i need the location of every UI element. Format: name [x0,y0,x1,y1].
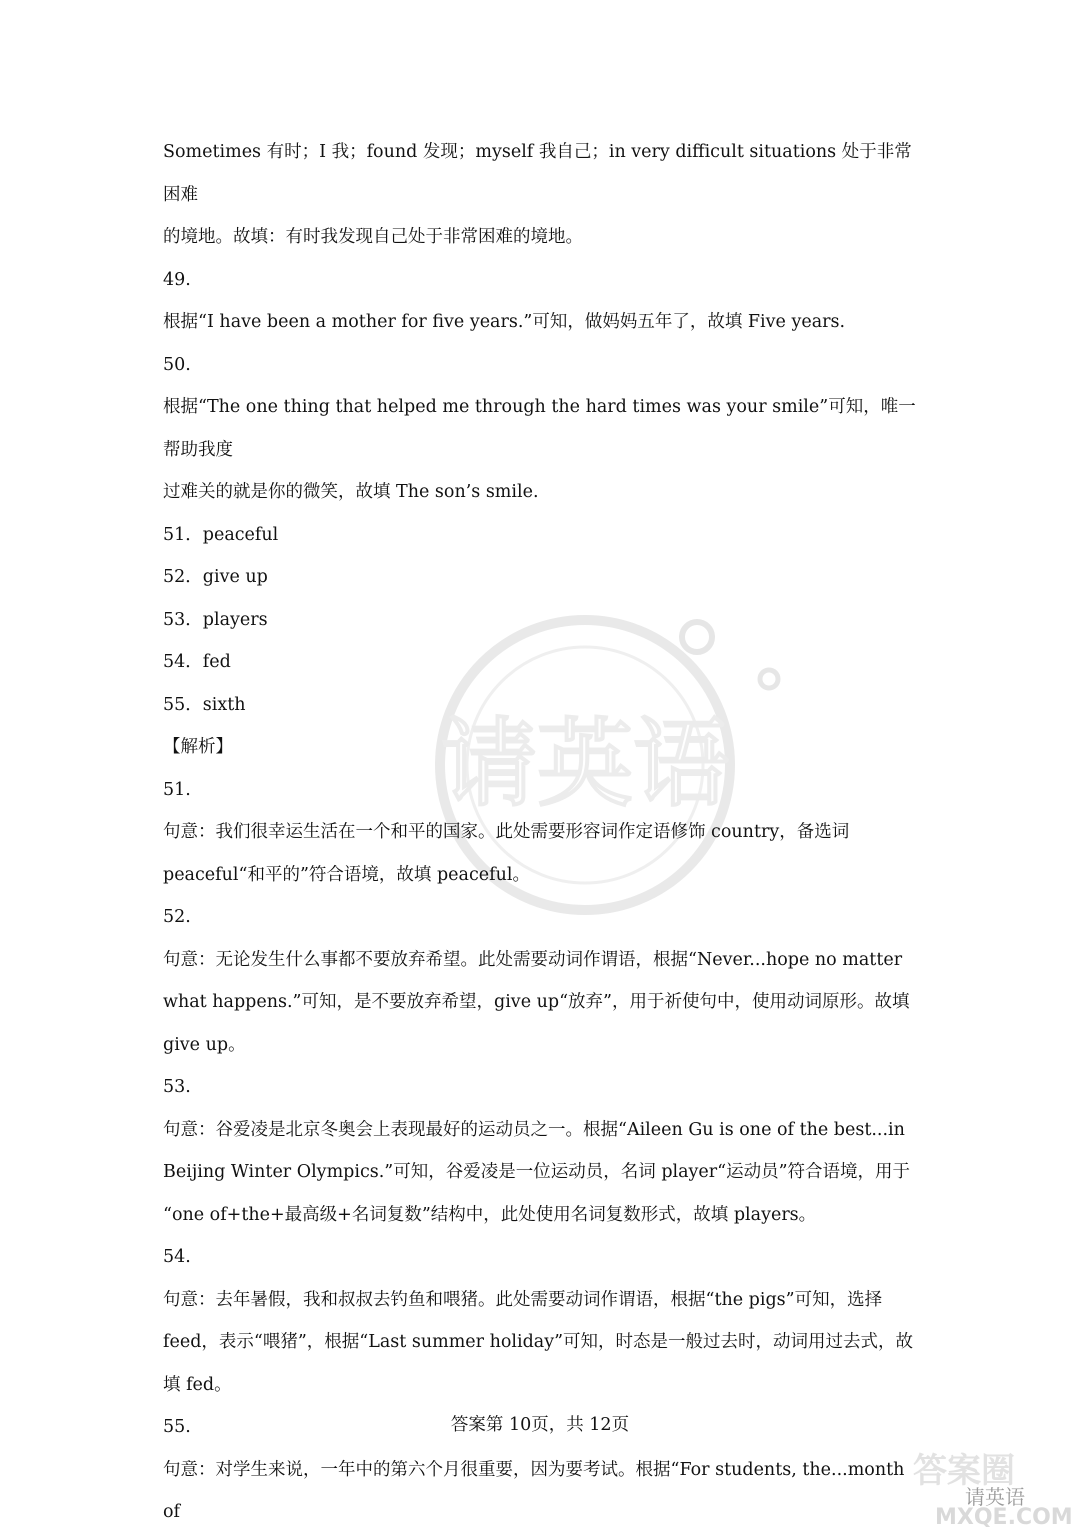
text-line: 句意：对学生来说，一年中的第六个月很重要，因为要考试。根据“For students, the...month of [163,1459,905,1522]
text-line: 53. [163,1077,191,1097]
text-line: give up。 [163,1034,246,1055]
text-line: 【解析】 [163,737,233,757]
text-line: 54. [163,1247,191,1267]
text-line: “one of+the+最高级+名词复数”结构中，此处使用名词复数形式，故填 players。 [163,1204,817,1225]
text-line: 54．fed [163,652,231,672]
text-line: 句意：谷爱凌是北京冬奥会上表现最好的运动员之一。根据“Aileen Gu is one of the best...in [163,1119,905,1140]
text-line: 52. [163,907,191,927]
text-line: 句意：无论发生什么事都不要放弃希望。此处需要动词作谓语，根据“Never...hope no matter [163,949,903,970]
text-line: 句意：去年暑假，我和叔叔去钓鱼和喂猪。此处需要动词作谓语，根据“the pigs”可知，选择 [163,1289,883,1310]
text-line: 50. [163,354,191,375]
text-line: 52．give up [163,567,268,587]
text-line: 根据“The one thing that helped me through the hard times was your smile”可知，唯一帮助我度 [163,397,916,460]
text-line: 的境地。故填：有时我发现自己处于非常困难的境地。 [163,227,583,247]
text-line: 55. [163,1417,191,1437]
text-line: 填 fed。 [163,1374,232,1395]
corner-logo-domain: MXQE.COM [935,1505,1073,1527]
answer-text [163,131,923,1534]
text-line: 51. [163,779,191,800]
text-line: Beijing Winter Olympics.”可知，谷爱凌是一位运动员，名词 player“运动员”符合语境，用于 [163,1162,911,1182]
text-line: peaceful“和平的”符合语境，故填 peaceful。 [163,864,530,885]
text-line: 51．peaceful [163,524,279,545]
corner-site-logo [905,1440,1080,1527]
page-footer: 答案第 10页，共 12页 [450,1415,630,1435]
text-line: Sometimes 有时；I 我；found 发现；myself 我自己；in very difficult situations 处于非常困难 [163,142,912,205]
text-line: 53．players [163,609,268,630]
text-line: 过难关的就是你的微笑，故填 The son’s smile. [163,482,539,502]
text-line: 55．sixth [163,694,246,715]
text-line: what happens.”可知，是不要放弃希望，give up“放弃”，用于祈使句中，使用动词原形。故填 [163,992,910,1012]
text-line: 根据“I have been a mother for five years.”可知，做妈妈五年了，故填 Five years. [163,312,846,332]
text-line: feed，表示“喂猪”，根据“Last summer holiday”可知，时态是一般过去时，动词用过去式，故 [163,1332,914,1352]
corner-logo-sub: 请英语 [965,1485,1025,1509]
corner-logo-title: 答案圈 [913,1451,1015,1491]
text-line: 49. [163,269,191,290]
text-line: 句意：我们很幸运生活在一个和平的国家。此处需要形容词作定语修饰 country，备选词 [163,822,850,842]
watermark-text: 请英语 [441,708,729,820]
